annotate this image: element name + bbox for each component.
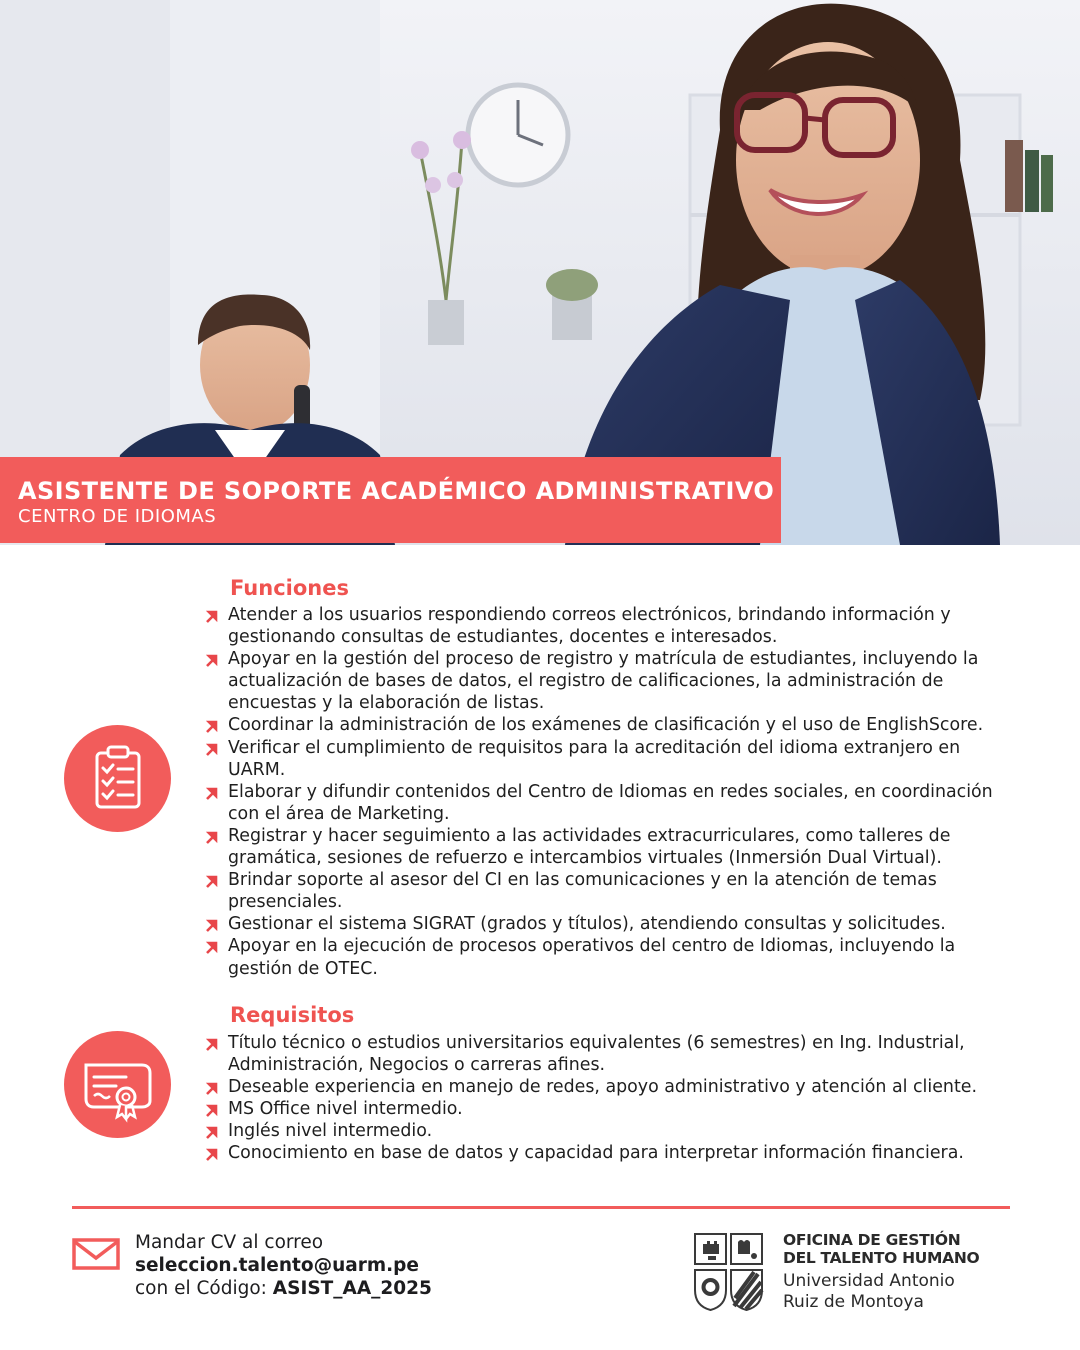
list-item: Título técnico o estudios universitarios equivalentes (6 semestres) en Ing. Industrial, Administración, Negocios o carreras afines. xyxy=(203,1032,1013,1076)
requirements-heading: Requisitos xyxy=(230,1003,355,1027)
list-item: Coordinar la administración de los exámenes de clasificación y el uso de EnglishScore. xyxy=(203,714,1013,736)
job-code: ASIST_AA_2025 xyxy=(272,1278,432,1299)
arrow-up-right-icon xyxy=(205,831,218,844)
office-name-line1: OFICINA DE GESTIÓN xyxy=(783,1231,961,1249)
office-branding xyxy=(783,1231,979,1313)
list-item: Deseable experiencia en manejo de redes, apoyo administrativo y atención al cliente. xyxy=(203,1076,1013,1098)
contact-email[interactable]: seleccion.talento@uarm.pe xyxy=(135,1255,419,1276)
list-item: Apoyar en la gestión del proceso de registro y matrícula de estudiantes, incluyendo la actualización de bases de datos, el registro de calificaciones, la administración de encuestas y la elaboración de listas. xyxy=(203,648,1013,714)
list-item: Inglés nivel intermedio. xyxy=(203,1120,1013,1142)
arrow-up-right-icon xyxy=(205,610,218,623)
envelope-icon xyxy=(72,1236,120,1272)
university-name-line2: Ruiz de Montoya xyxy=(783,1292,924,1312)
list-item: Apoyar en la ejecución de procesos operativos del centro de Idiomas, incluyendo la gestión de OTEC. xyxy=(203,935,1013,979)
functions-list xyxy=(203,604,1013,980)
arrow-up-right-icon xyxy=(205,1148,218,1161)
arrow-up-right-icon xyxy=(205,1104,218,1117)
office-name-line2: DEL TALENTO HUMANO xyxy=(783,1249,980,1267)
arrow-up-right-icon xyxy=(205,919,218,932)
list-item: Brindar soporte al asesor del CI en las comunicaciones y en la atención de temas presenciales. xyxy=(203,869,1013,913)
arrow-up-right-icon xyxy=(205,787,218,800)
contact-instruction: Mandar CV al correo xyxy=(135,1232,324,1253)
list-item: Registrar y hacer seguimiento a las actividades extracurriculares, como talleres de gramática, sesiones de refuerzo e intercambios virtuales (Inmersión Dual Virtual). xyxy=(203,825,1013,869)
list-item: Conocimiento en base de datos y capacidad para interpretar información financiera. xyxy=(203,1142,1013,1164)
contact-code-line: con el Código: ASIST_AA_2025 xyxy=(135,1278,432,1299)
list-item: Elaborar y difundir contenidos del Centro de Idiomas en redes sociales, en coordinación con el área de Marketing. xyxy=(203,781,1013,825)
contact-info xyxy=(135,1231,432,1300)
requirements-list xyxy=(203,1032,1013,1165)
arrow-up-right-icon xyxy=(205,720,218,733)
list-item: Atender a los usuarios respondiendo correos electrónicos, brindando información y gestionando consultas de estudiantes, docentes e interesados. xyxy=(203,604,1013,648)
arrow-up-right-icon xyxy=(205,1126,218,1139)
department-subtitle: CENTRO DE IDIOMAS xyxy=(18,506,217,527)
arrow-up-right-icon xyxy=(205,743,218,756)
list-item: MS Office nivel intermedio. xyxy=(203,1098,1013,1120)
job-title: ASISTENTE DE SOPORTE ACADÉMICO ADMINISTRATIVO xyxy=(18,477,775,505)
arrow-up-right-icon xyxy=(205,941,218,954)
university-name-line1: Universidad Antonio xyxy=(783,1271,955,1291)
university-crest-logo xyxy=(694,1232,764,1312)
clipboard-checklist-icon xyxy=(64,725,171,832)
list-item: Gestionar el sistema SIGRAT (grados y títulos), atendiendo consultas y solicitudes. xyxy=(203,913,1013,935)
list-item: Verificar el cumplimiento de requisitos para la acreditación del idioma extranjero en UARM. xyxy=(203,737,1013,781)
arrow-up-right-icon xyxy=(205,654,218,667)
footer-divider xyxy=(72,1206,1010,1209)
arrow-up-right-icon xyxy=(205,875,218,888)
title-banner xyxy=(0,457,781,543)
certificate-icon xyxy=(64,1031,171,1138)
arrow-up-right-icon xyxy=(205,1082,218,1095)
arrow-up-right-icon xyxy=(205,1038,218,1051)
functions-heading: Funciones xyxy=(230,576,349,600)
